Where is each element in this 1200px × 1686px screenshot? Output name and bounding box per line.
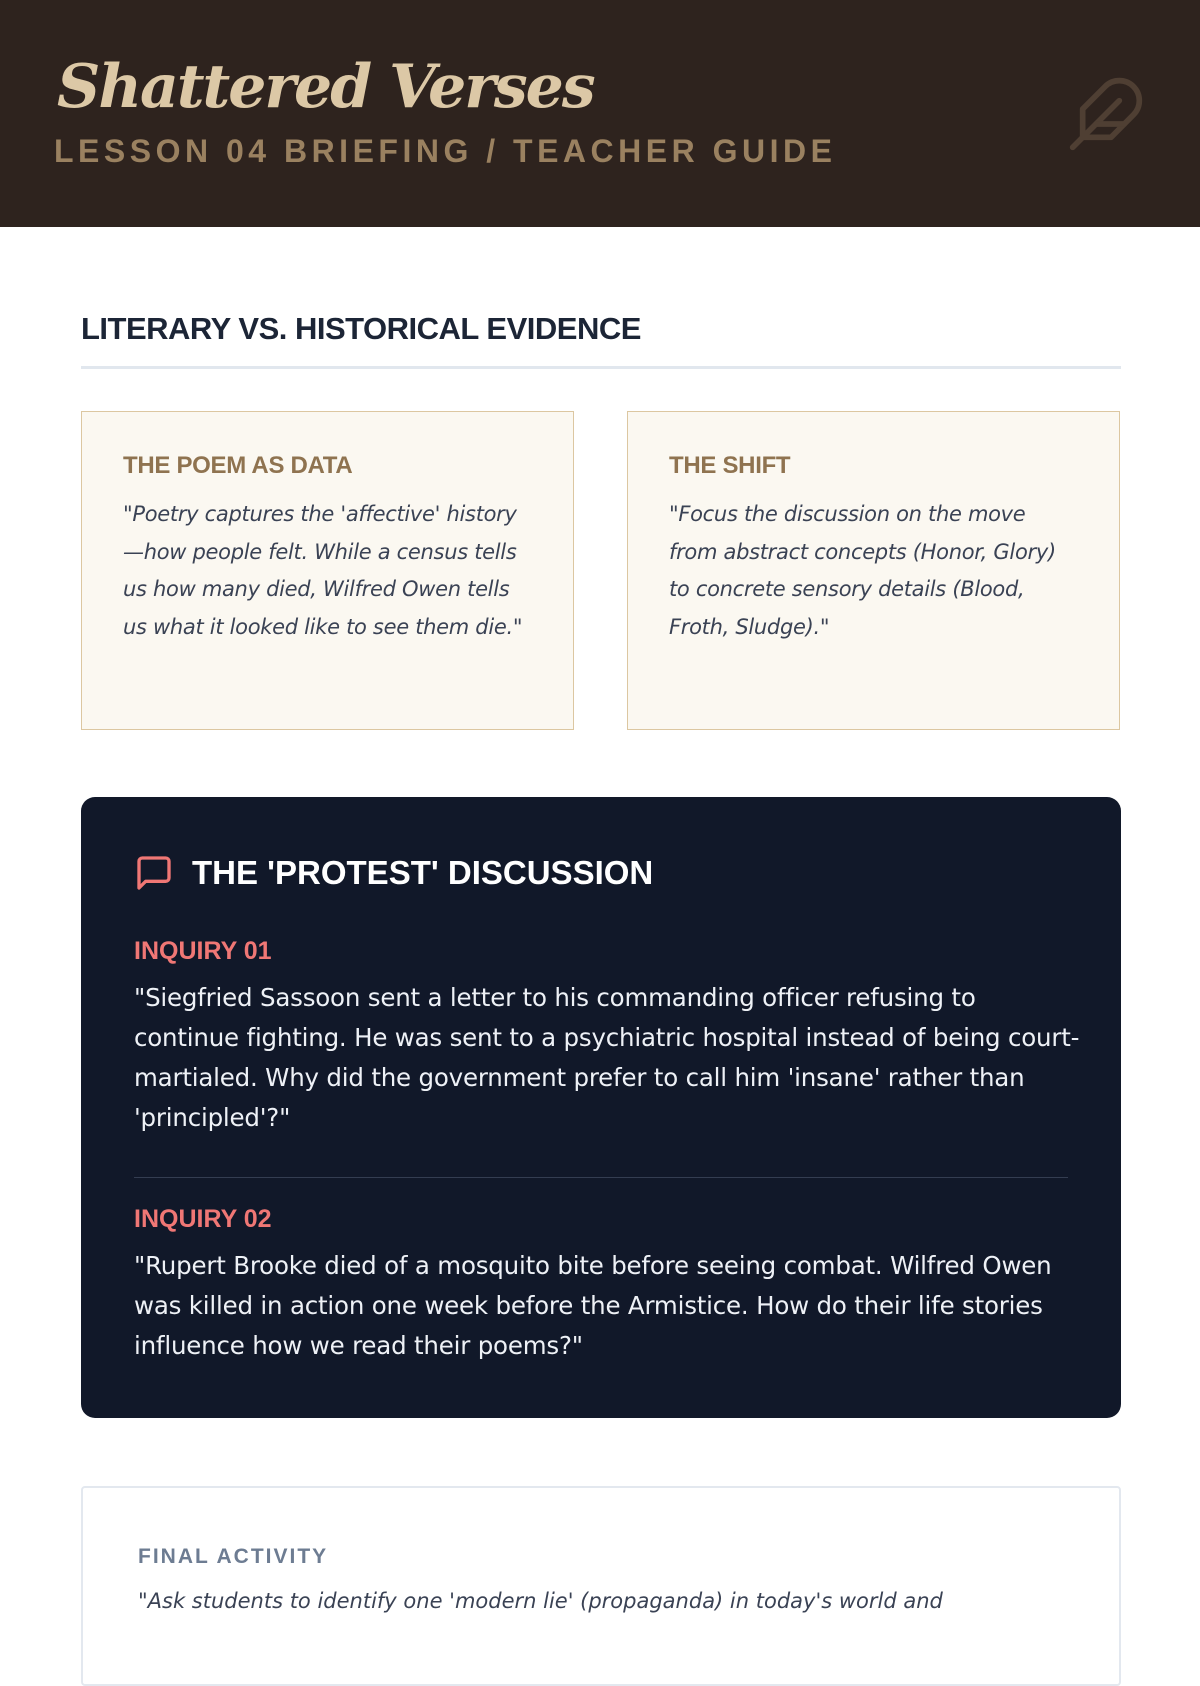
inquiry-text: "Siegfried Sassoon sent a letter to his commanding officer refusing to continue fighting. He was sent to a psychiatric hospital instead of being court-martialed. Why did the government prefer to call him 'insane' rather than 'principled'?" xyxy=(134,983,1080,1132)
inquiry-label: INQUIRY 02 xyxy=(134,1205,272,1233)
final-activity-card xyxy=(81,1486,1121,1686)
section-heading: LITERARY VS. HISTORICAL EVIDENCE xyxy=(81,311,641,346)
page-header xyxy=(0,0,1200,227)
page-title: Shattered Verses xyxy=(57,52,594,122)
section-divider xyxy=(81,366,1121,369)
card-the-shift xyxy=(627,411,1120,730)
final-activity-label: FINAL ACTIVITY xyxy=(138,1545,329,1568)
chat-bubble-icon xyxy=(134,853,174,893)
inquiry-text: "Rupert Brooke died of a mosquito bite before seeing combat. Wilfred Owen was killed in action one week before the Armistice. How do their life stories influence how we read their poems?" xyxy=(134,1251,1052,1360)
card-quote: "Focus the discussion on the move from abstract concepts (Honor, Glory) to concrete sensory details (Blood, Froth, Sludge)." xyxy=(669,502,1056,640)
final-activity-text: "Ask students to identify one 'modern lie' (propaganda) in today's world and xyxy=(138,1589,943,1613)
discussion-title: THE 'PROTEST' DISCUSSION xyxy=(192,854,654,891)
inquiry-label: INQUIRY 01 xyxy=(134,937,272,965)
discussion-header xyxy=(134,853,653,893)
inquiry-divider xyxy=(134,1177,1068,1178)
feather-icon xyxy=(1066,74,1146,154)
card-title: THE SHIFT xyxy=(669,452,791,479)
card-quote: "Poetry captures the 'affective' history—how people felt. While a census tells us how many died, Wilfred Owen tells us what it looked like to see them die." xyxy=(123,502,523,640)
protest-discussion-panel xyxy=(81,797,1121,1418)
card-poem-as-data xyxy=(81,411,574,730)
page-subtitle: LESSON 04 BRIEFING / TEACHER GUIDE xyxy=(54,133,837,169)
card-title: THE POEM AS DATA xyxy=(123,452,353,479)
